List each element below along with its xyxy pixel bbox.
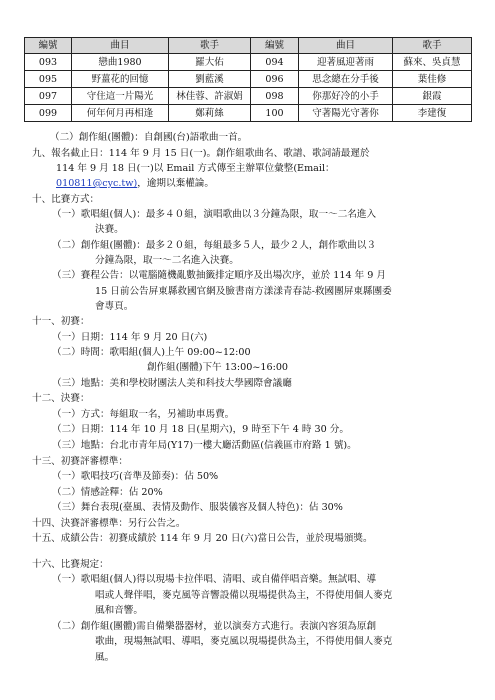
section-item: （二）時間：歌唱組(個人)上午 09:00~12:00 — [52, 347, 251, 358]
section-item: （三）地點：台北市青年局(Y17)一樓大廳活動區(信義區市府路 1 號)。 — [52, 440, 357, 451]
header-number: 編號 — [251, 38, 299, 54]
section-text: 唱或人聲伴唱，麥克風等音響設備以現場提供為主，不得使用個人麥克 — [95, 590, 393, 601]
cell-number: 096 — [251, 71, 299, 88]
table-row — [25, 71, 472, 88]
section-item: （二）日期：114 年 10 月 18 日(星期六)，9 時至下午 4 時 30 分。 — [52, 424, 349, 435]
section-text: 風和音響。 — [95, 605, 143, 616]
song-table — [24, 37, 472, 122]
section-heading: 十二、決賽： — [32, 393, 90, 404]
section-text: 分鐘為限，取一～二名進入決賽。 — [95, 255, 239, 266]
cell-singer: 銀霞 — [393, 88, 472, 105]
cell-song: 戀曲1980 — [72, 54, 169, 71]
cell-number: 098 — [251, 88, 299, 105]
header-song: 曲目 — [72, 38, 169, 54]
table-row — [25, 105, 472, 122]
cell-song: 何年何月再相逢 — [72, 105, 169, 122]
table-header-row — [25, 38, 472, 54]
cell-singer: 葉佳修 — [393, 71, 472, 88]
cell-number: 095 — [25, 71, 72, 88]
cell-singer: 羅大佑 — [169, 54, 251, 71]
header-song: 曲目 — [299, 38, 393, 54]
cell-number: 099 — [25, 105, 72, 122]
section-item: （三）賽程公告：以電腦隨機亂數抽籤排定順序及出場次序，並於 114 年 9 月 — [52, 270, 387, 281]
section-heading: 十五、成績公告：初賽成績於 114 年 9 月 20 日(六)當日公告，並於現場頒獎。 — [32, 533, 373, 544]
section-heading: 十六、比賽規定： — [32, 559, 109, 570]
section-heading: 十、比賽方式： — [32, 194, 100, 205]
cell-song: 守著陽光守著你 — [299, 105, 393, 122]
section-item: （一）歌唱技巧(音準及節奏)：佔 50% — [52, 471, 219, 482]
email-line — [56, 178, 214, 190]
section-item: （二）情感詮釋：佔 20% — [52, 487, 163, 498]
cell-singer: 林佳蓉、許淑娟 — [169, 88, 251, 105]
section-text: 15 日前公告屏東縣救國官網及臉書南方漾漾青春誌-救國團屏東縣團委 — [95, 286, 392, 297]
section-item: （三）舞台表現(臺風、表情及動作、服裝儀容及個人特色)：佔 30% — [52, 502, 343, 513]
table-row — [25, 54, 472, 71]
section-text: 歌曲，現場無試唱、導唱，麥克風以現場提供為主，不得使用個人麥克 — [95, 636, 393, 647]
cell-song: 思念總在分手後 — [299, 71, 393, 88]
section-heading: 九、報名截止日：114 年 9 月 15 日(一)。創作組歌曲名、歌譜、歌詞請最遲於 — [32, 148, 370, 159]
section-heading: 十三、初賽評審標準： — [32, 456, 128, 467]
cell-number: 093 — [25, 54, 72, 71]
section-item: （二）創作組(團體)：自創國(台)語歌曲一首。 — [50, 132, 248, 143]
cell-song: 你那好冷的小手 — [299, 88, 393, 105]
cell-song: 迎著風迎著雨 — [299, 54, 393, 71]
section-heading: 十一、初賽： — [32, 316, 90, 327]
header-number: 編號 — [25, 38, 72, 54]
section-text: 風。 — [95, 652, 115, 663]
cell-song: 守住這一片陽光 — [72, 88, 169, 105]
section-item: （二）創作組(團體)：最多２０組，每組最多５人，最少２人，創作歌曲以３ — [52, 240, 377, 251]
cell-number: 097 — [25, 88, 72, 105]
email-line-tail: ，逾期以棄權論。 — [137, 178, 214, 189]
cell-singer: 鄭莉絲 — [169, 105, 251, 122]
section-text: 114 年 9 月 18 日(一)以 Email 方式傳至主辦單位彙整(Email： — [56, 163, 335, 174]
section-item: （一）日期：114 年 9 月 20 日(六) — [52, 332, 208, 343]
section-item: （二）創作組(團體)需自備樂器器材，並以演奏方式進行。表演內容須為原創 — [52, 621, 377, 632]
cell-number: 094 — [251, 54, 299, 71]
section-item: （一）歌唱組(個人)得以現場卡拉伴唱、清唱、或自備伴唱音樂。無試唱、導 — [52, 574, 377, 585]
section-text: 決賽。 — [95, 224, 124, 235]
table-row — [25, 88, 472, 105]
section-item: （一）方式：每組取一名，另補助車馬費。 — [52, 409, 235, 420]
cell-singer: 劉藍溪 — [169, 71, 251, 88]
email-link[interactable]: 010811@cyc.tw) — [56, 178, 138, 189]
section-item: （三）地點：美和學校財團法人美和科技大學國際會議廳 — [52, 378, 292, 389]
header-singer: 歌手 — [393, 38, 472, 54]
cell-singer: 蘇來、吳貞慧 — [393, 54, 472, 71]
section-heading: 十四、決賽評審標準：另行公告之。 — [32, 518, 186, 529]
cell-singer: 李建復 — [393, 105, 472, 122]
section-text: 創作組(團體)下午 13:00~16:00 — [147, 362, 289, 373]
cell-song: 野薑花的回憶 — [72, 71, 169, 88]
cell-number: 100 — [251, 105, 299, 122]
section-item: （一）歌唱組(個人)：最多４０組，演唱歌曲以３分鐘為限，取一～二名進入 — [52, 209, 377, 220]
header-singer: 歌手 — [169, 38, 251, 54]
section-text: 會專頁。 — [95, 301, 134, 312]
